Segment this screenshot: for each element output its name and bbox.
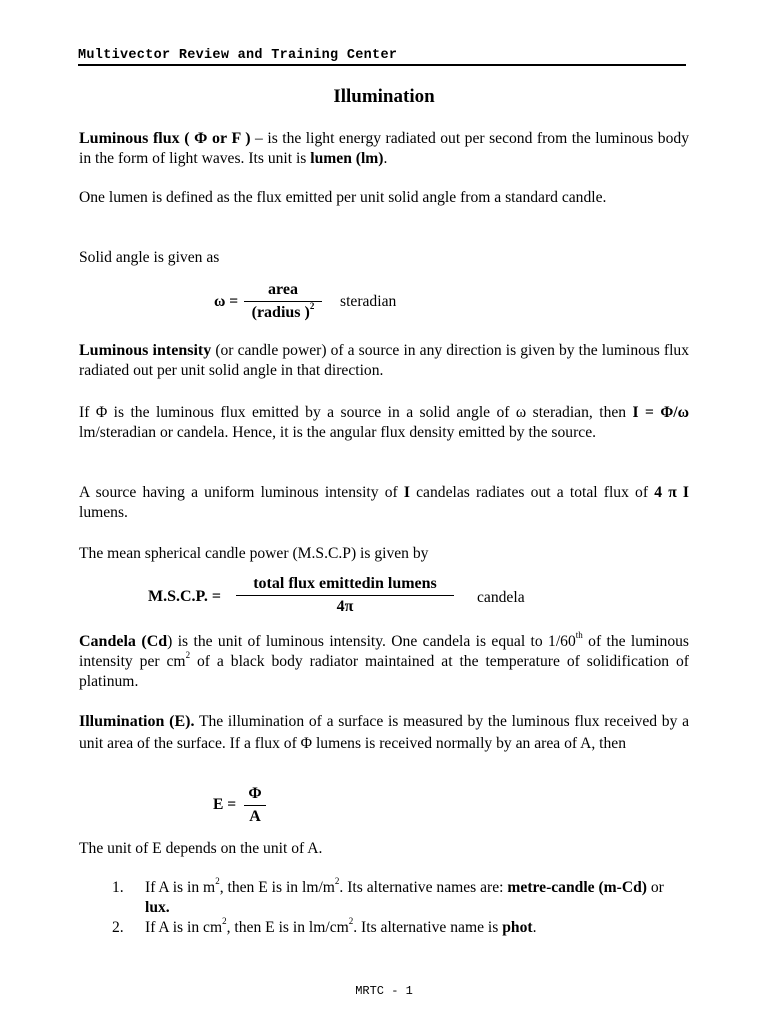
uniform-text-2: candelas radiates out a total flux of: [409, 484, 655, 501]
list-text: [145, 875, 690, 918]
page-header: Multivector Review and Training Center: [78, 48, 686, 66]
list-bold: metre-candle (m-Cd): [507, 879, 647, 896]
fraction-numerator: area: [268, 281, 298, 298]
e-lhs: E =: [213, 796, 237, 813]
superscript: 2: [348, 915, 354, 926]
mscp-fraction: [236, 575, 454, 616]
page-title: Illumination: [333, 86, 435, 107]
list-text-part: . Its alternative names are:: [339, 879, 508, 896]
list-text-part: If A is in m: [145, 879, 216, 896]
uniform-bold-1: I: [403, 484, 410, 501]
superscript: 2: [222, 915, 227, 926]
uniform-text-3: lumens.: [79, 504, 128, 521]
illumination-paragraph: [79, 711, 689, 755]
intensity-text-2: lm/steradian or candela. Hence, it is the angular flux density emitted by the source.: [79, 424, 597, 441]
mscp-lhs: M.S.C.P. =: [148, 588, 221, 605]
list-text-part: If A is in cm: [145, 919, 223, 936]
intensity-formula-paragraph: [79, 403, 689, 443]
candela-paragraph: [79, 629, 690, 692]
mscp-intro: The mean spherical candle power (M.S.C.P) is given by: [79, 545, 429, 562]
steradian-unit: steradian: [340, 293, 397, 310]
solid-angle-intro: Solid angle is given as: [79, 249, 220, 266]
list-bold: lux.: [145, 899, 170, 916]
uniform-bold-2: 4 π I: [654, 484, 689, 501]
fraction-denominator: [244, 302, 322, 322]
list-text-part: or: [646, 879, 664, 896]
candela-text-3: of a black body radiator maintained at the temperature of solidification of platinum.: [79, 653, 690, 690]
fraction-numerator: total flux emittedin lumens: [253, 575, 437, 592]
page-footer: MRTC - 1: [355, 984, 413, 998]
superscript: 2: [215, 875, 220, 886]
luminous-flux-term: Luminous flux ( Φ or F ): [79, 130, 251, 147]
list-number: 1.: [112, 879, 124, 896]
superscript: th: [575, 629, 583, 640]
list-text-part: .: [532, 919, 537, 936]
list-bold: phot: [502, 919, 533, 936]
radius-text: (radius ): [251, 304, 310, 321]
candela-unit: candela: [477, 589, 525, 606]
superscript: 2: [185, 649, 191, 660]
lumen-definition: One lumen is defined as the flux emitted per unit solid angle from a standard candle.: [79, 189, 607, 206]
intensity-text-1: If Φ is the luminous flux emitted by a source in a solid angle of ω steradian, then: [79, 404, 633, 421]
unit-of-e: The unit of E depends on the unit of A.: [79, 840, 323, 857]
list-text-part: , then E is in lm/cm: [226, 919, 349, 936]
illumination-fraction: [244, 785, 266, 826]
luminous-flux-text: – is the light energy radiated out per second from the luminous body in the form of light waves. Its unit is: [79, 130, 689, 167]
candela-text-1: ) is the unit of luminous intensity. One candela is equal to 1/60: [167, 633, 576, 650]
luminous-intensity-text: (or candle power) of a source in any direction is given by the luminous flux radiated out per unit solid angle in that direction.: [79, 342, 690, 379]
luminous-intensity-term: Luminous intensity: [79, 342, 212, 359]
list-text-part: . Its alternative name is: [353, 919, 503, 936]
list-text-part: , then E is in lm/m: [219, 879, 335, 896]
solid-angle-fraction: [244, 281, 322, 322]
radius-exponent: 2: [309, 300, 315, 311]
list-text: [145, 915, 690, 938]
uniform-text-1: A source having a uniform luminous intensity of: [79, 484, 404, 501]
illumination-term: Illumination (E).: [79, 713, 195, 730]
illumination-text: The illumination of a surface is measured by the luminous flux received by a unit area of the surface. If a flux of Φ lumens is received normally by an area of A, then: [79, 713, 690, 752]
period: .: [383, 150, 388, 167]
omega-lhs: ω =: [214, 293, 239, 310]
superscript: 2: [334, 875, 340, 886]
candela-text-2: of the luminous intensity per cm: [79, 633, 689, 670]
fraction-numerator: Φ: [248, 785, 262, 802]
luminous-intensity-paragraph: [79, 341, 689, 381]
intensity-formula: I = Φ/ω: [632, 404, 689, 421]
candela-term: Candela (Cd: [79, 633, 168, 650]
fraction-denominator: A: [249, 808, 261, 825]
luminous-flux-paragraph: [79, 129, 689, 169]
list-number: 2.: [112, 919, 124, 936]
fraction-denominator: 4π: [336, 598, 354, 615]
lumen-unit: lumen (lm): [310, 150, 384, 167]
uniform-source-paragraph: [79, 483, 689, 523]
